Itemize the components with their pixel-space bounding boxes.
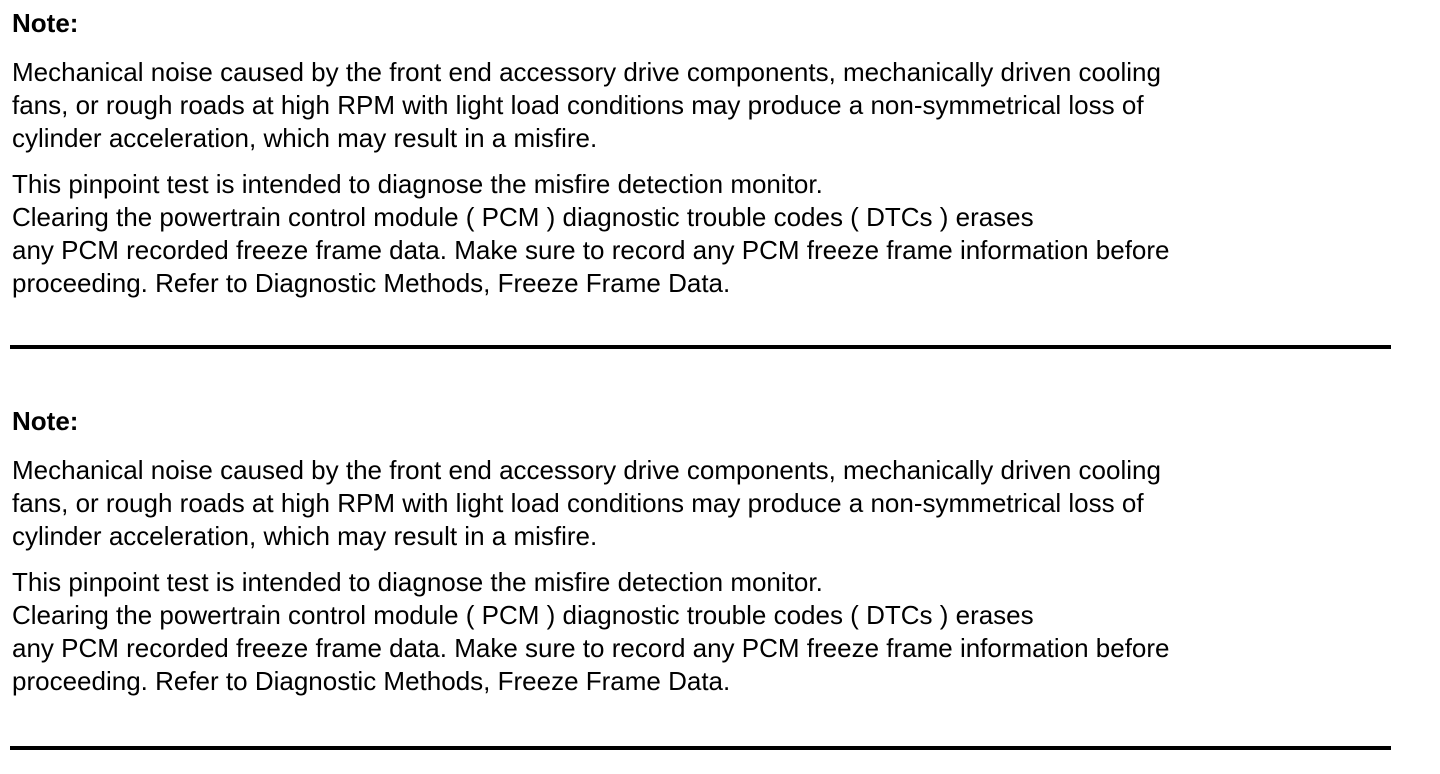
section-divider — [10, 746, 1391, 750]
diagnostic-methods-link[interactable]: Diagnostic Methods — [254, 666, 484, 696]
text-line-reference — [12, 267, 1412, 300]
text-line: This pinpoint test is intended to diagnose the misfire detection monitor. — [12, 567, 823, 597]
section-divider — [10, 345, 1391, 349]
note-block — [12, 406, 1412, 698]
note-paragraph-noise — [12, 56, 1412, 155]
text-line: cylinder acceleration, which may result in a misfire. — [12, 521, 598, 551]
note-paragraph-noise — [12, 454, 1412, 553]
reference-suffix: , Freeze Frame Data. — [483, 666, 731, 696]
text-line: any PCM recorded freeze frame data. Make sure to record any PCM freeze frame information before — [12, 633, 1170, 663]
text-line: cylinder acceleration, which may result in a misfire. — [12, 123, 598, 153]
note-heading: Note: — [12, 406, 79, 436]
text-line: fans, or rough roads at high RPM with light load conditions may produce a non-symmetrical loss of — [12, 90, 1144, 120]
note-paragraph-pinpoint — [12, 168, 1412, 300]
note-heading: Note: — [12, 8, 79, 38]
text-line-reference — [12, 665, 1412, 698]
diagnostic-methods-link[interactable]: Diagnostic Methods — [254, 268, 484, 298]
text-line: any PCM recorded freeze frame data. Make sure to record any PCM freeze frame information before — [12, 235, 1170, 265]
text-line: fans, or rough roads at high RPM with light load conditions may produce a non-symmetrical loss of — [12, 488, 1144, 518]
reference-prefix: proceeding. Refer to — [12, 666, 255, 696]
text-line: Clearing the powertrain control module ( PCM ) diagnostic trouble codes ( DTCs ) erases — [12, 600, 1034, 630]
text-line: Mechanical noise caused by the front end accessory drive components, mechanically driven cooling — [12, 455, 1161, 485]
text-line: Mechanical noise caused by the front end accessory drive components, mechanically driven cooling — [12, 57, 1161, 87]
note-paragraph-pinpoint — [12, 566, 1412, 698]
note-block — [12, 8, 1412, 300]
reference-suffix: , Freeze Frame Data. — [483, 268, 731, 298]
text-line: This pinpoint test is intended to diagnose the misfire detection monitor. — [12, 169, 823, 199]
reference-prefix: proceeding. Refer to — [12, 268, 255, 298]
text-line: Clearing the powertrain control module ( PCM ) diagnostic trouble codes ( DTCs ) erases — [12, 202, 1034, 232]
